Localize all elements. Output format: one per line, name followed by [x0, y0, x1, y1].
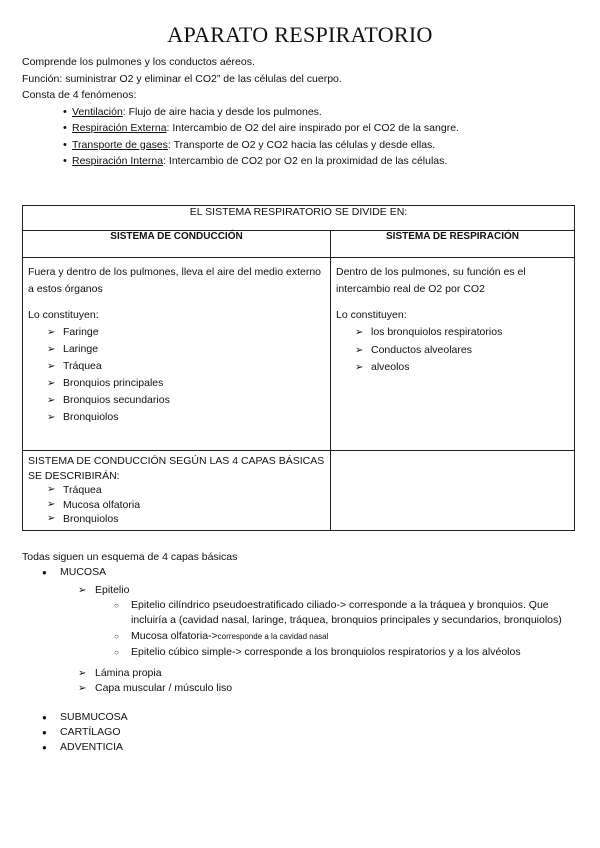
respiration-desc: Dentro de los pulmones, su función es el intercambio real de O2 por CO2: [336, 266, 526, 295]
phenomenon-desc: : Transporte de O2 y CO2 hacia las células y desde ellas.: [167, 138, 436, 151]
conduction-cell: [23, 258, 331, 451]
conduction-list: [28, 324, 325, 426]
layer-item: ● CARTÍLAGO: [42, 725, 582, 740]
list-item: ➢ Bronquios secundarios: [47, 392, 325, 409]
respiratory-system-table: [22, 205, 575, 531]
list-item: ➢ alveolos: [355, 359, 569, 377]
layer-item: [42, 565, 582, 696]
list-item: ➢ Conductos alveolares: [355, 342, 569, 360]
list-item: ➢ Tráquea: [47, 483, 325, 498]
table-header: EL SISTEMA RESPIRATORIO SE DIVIDE EN:: [23, 206, 575, 231]
list-item: ➢ Faringe: [47, 324, 325, 341]
list-item: ➢ Mucosa olfatoria: [47, 498, 325, 513]
conduction-layers-list: [28, 483, 325, 527]
list-item: ➢ Capa muscular / músculo liso: [78, 681, 582, 696]
intro-line: Función: suministrar O2 y eliminar el CO2” de las células del cuerpo.: [22, 72, 342, 85]
list-item: ➢ Bronquios principales: [47, 375, 325, 392]
layers-intro: Todas siguen un esquema de 4 capas básicas: [22, 551, 238, 563]
phenomenon-desc: : Intercambio de O2 del aire inspirado por el CO2 de la sangre.: [166, 122, 459, 134]
phenomenon-term: Respiración Interna: [72, 155, 164, 167]
conduction-layers-text: SISTEMA DE CONDUCCIÓN SEGÚN LAS 4 CAPAS BÁSICAS SE DESCRIBIRÁN:: [28, 455, 325, 482]
intro-line: Consta de 4 fenómenos:: [22, 89, 137, 101]
respiration-cell: [331, 258, 575, 451]
list-item: ➢ Bronquiolos: [47, 409, 325, 426]
phenomenon-item: [63, 153, 459, 170]
list-item: [78, 583, 582, 660]
respiration-lead: Lo constituyen:: [336, 309, 407, 321]
epitelio-item: [114, 629, 582, 644]
list-item: ➢ los bronquiolos respiratorios: [355, 324, 569, 342]
phenomenon-desc: : Intercambio de CO2 por O2 en la proximidad de las células.: [163, 155, 448, 167]
phenomenon-term: Transporte de gases: [72, 138, 168, 151]
page-title: APARATO RESPIRATORIO: [167, 22, 433, 47]
epitelio-item: ○ Epitelio cúbico simple-> corresponde a los bronquiolos respiratorios y a los alvéolos: [114, 645, 582, 660]
respiration-column-title: SISTEMA DE RESPIRACIÓN: [331, 231, 575, 258]
layer-mucosa: MUCOSA: [60, 566, 107, 578]
conduction-layers-cell: [23, 451, 331, 531]
epitelio-item-note: corresponde a la cavidad nasal: [217, 632, 329, 641]
conduction-column-title: SISTEMA DE CONDUCCIÓN: [23, 231, 331, 258]
phenomenon-term: Respiración Externa: [72, 122, 167, 134]
epitelio-item: ○ Epitelio cilíndrico pseudoestratificado ciliado-> corresponde a la tráquea y bronquios. Que incluiría a (cavidad nasal, laringe, tráquea, bronquios principales y secundarios, bronquiolos): [114, 598, 582, 628]
list-item: ➢ Lámina propia: [78, 666, 582, 681]
phenomena-list: [22, 104, 459, 170]
layer-item: ● ADVENTICIA: [42, 740, 582, 755]
conduction-lead: Lo constituyen:: [28, 309, 99, 321]
mucosa-sublist: [60, 583, 582, 696]
phenomenon-desc: : Flujo de aire hacia y desde los pulmones.: [122, 105, 322, 118]
epitelio-list: [95, 598, 582, 660]
phenomenon-term: Ventilación: [72, 105, 123, 118]
intro-section: [22, 54, 459, 170]
empty-cell: [331, 451, 575, 531]
respiration-list: [336, 324, 569, 377]
epitelio-label: Epitelio: [95, 584, 130, 596]
list-item: ➢ Laringe: [47, 341, 325, 358]
phenomenon-item: [63, 137, 459, 154]
layers-list: [22, 565, 582, 755]
layers-section: [22, 550, 582, 755]
epitelio-item-main: Mucosa olfatoria->: [131, 630, 218, 642]
list-item: ➢ Tráquea: [47, 358, 325, 375]
phenomenon-item: [63, 120, 459, 137]
intro-line: Comprende los pulmones y los conductos aéreos.: [22, 56, 255, 68]
phenomenon-item: [63, 104, 459, 121]
list-item: ➢ Bronquiolos: [47, 512, 325, 527]
layer-item: ● SUBMUCOSA: [42, 710, 582, 725]
conduction-desc: Fuera y dentro de los pulmones, lleva el aire del medio externo a estos órganos: [28, 266, 321, 295]
